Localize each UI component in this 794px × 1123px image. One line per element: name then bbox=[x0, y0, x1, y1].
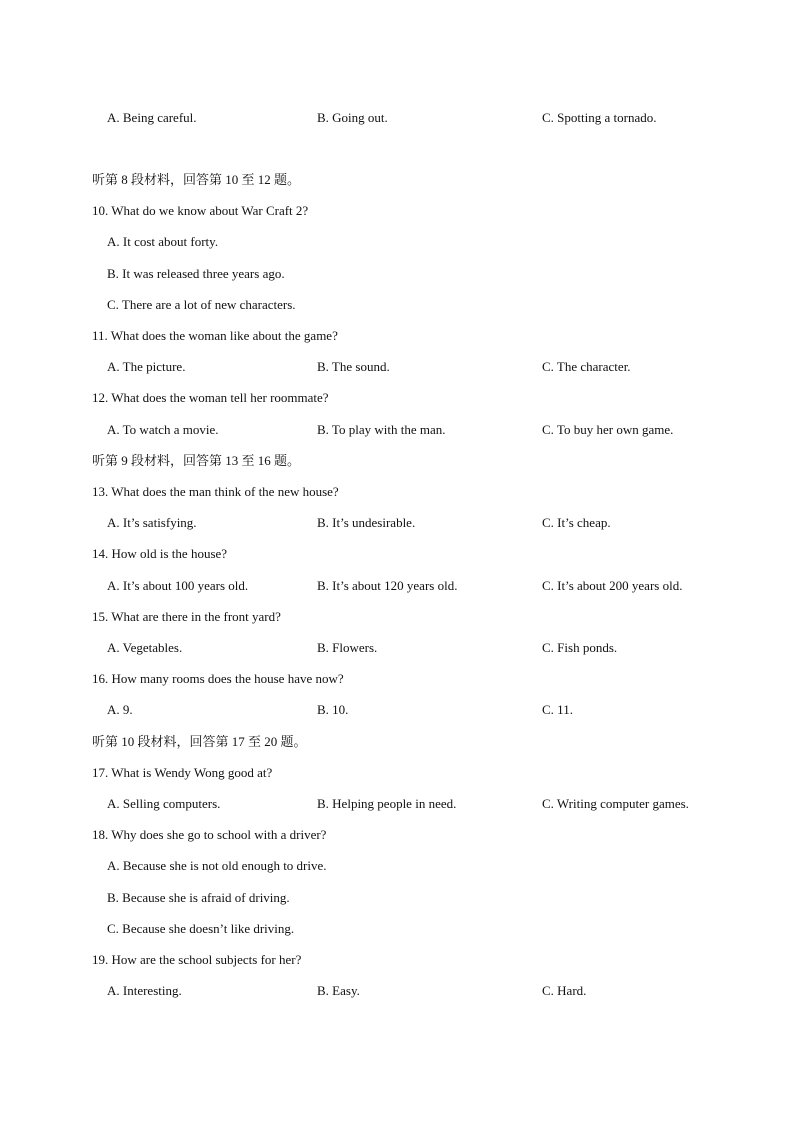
option-b: B. 10. bbox=[317, 702, 349, 717]
question-line bbox=[0, 388, 794, 408]
answer-option: C. Because she doesn’t like driving. bbox=[107, 921, 295, 936]
option-b: B. Going out. bbox=[317, 110, 388, 125]
section-instruction: 听第 8 段材料，回答第 10 至 12 题。 bbox=[92, 172, 301, 187]
question-line bbox=[0, 326, 794, 346]
question-text: 14. How old is the house? bbox=[92, 546, 228, 561]
question-line bbox=[0, 950, 794, 970]
question-line bbox=[0, 763, 794, 783]
option-a: A. It’s satisfying. bbox=[107, 515, 197, 530]
option-a: A. Selling computers. bbox=[107, 796, 221, 811]
option-a: A. 9. bbox=[107, 702, 133, 717]
answer-options-row bbox=[0, 420, 794, 440]
question-text: 11. What does the woman like about the game? bbox=[92, 328, 338, 343]
answer-options-row bbox=[0, 513, 794, 533]
answer-options-row bbox=[0, 794, 794, 814]
answer-option: C. There are a lot of new characters. bbox=[107, 297, 296, 312]
question-line bbox=[0, 201, 794, 221]
option-b: B. The sound. bbox=[317, 359, 390, 374]
question-text: 17. What is Wendy Wong good at? bbox=[92, 765, 273, 780]
option-c: C. The character. bbox=[542, 359, 631, 374]
question-text: 18. Why does she go to school with a driver? bbox=[92, 827, 327, 842]
option-c: C. It’s cheap. bbox=[542, 515, 611, 530]
section-instruction: 听第 10 段材料，回答第 17 至 20 题。 bbox=[92, 734, 307, 749]
section-instruction-line bbox=[0, 451, 794, 471]
option-b: B. To play with the man. bbox=[317, 422, 446, 437]
answer-option-line bbox=[0, 856, 794, 876]
option-c: C. To buy her own game. bbox=[542, 422, 674, 437]
answer-options-row bbox=[0, 638, 794, 658]
answer-options-row bbox=[0, 981, 794, 1001]
option-b: B. Easy. bbox=[317, 983, 360, 998]
answer-option: A. It cost about forty. bbox=[107, 234, 219, 249]
option-c: C. 11. bbox=[542, 702, 573, 717]
option-a: A. Interesting. bbox=[107, 983, 182, 998]
answer-options-row bbox=[0, 576, 794, 596]
option-a: A. Being careful. bbox=[107, 110, 197, 125]
answer-option-line bbox=[0, 232, 794, 252]
option-c: C. Spotting a tornado. bbox=[542, 110, 657, 125]
answer-option-line bbox=[0, 264, 794, 284]
question-line bbox=[0, 669, 794, 689]
question-text: 19. How are the school subjects for her? bbox=[92, 952, 302, 967]
answer-option-line bbox=[0, 295, 794, 315]
section-instruction-line bbox=[0, 732, 794, 752]
section-instruction: 听第 9 段材料，回答第 13 至 16 题。 bbox=[92, 453, 301, 468]
question-line bbox=[0, 607, 794, 627]
option-b: B. It’s undesirable. bbox=[317, 515, 416, 530]
answer-options-row bbox=[0, 700, 794, 720]
answer-option-line bbox=[0, 888, 794, 908]
option-b: B. Helping people in need. bbox=[317, 796, 457, 811]
question-line bbox=[0, 825, 794, 845]
question-text: 16. How many rooms does the house have now? bbox=[92, 671, 344, 686]
option-c: C. It’s about 200 years old. bbox=[542, 578, 683, 593]
question-text: 12. What does the woman tell her roommate? bbox=[92, 390, 329, 405]
option-a: A. The picture. bbox=[107, 359, 186, 374]
option-c: C. Fish ponds. bbox=[542, 640, 618, 655]
option-b: B. It’s about 120 years old. bbox=[317, 578, 458, 593]
question-text: 15. What are there in the front yard? bbox=[92, 609, 281, 624]
option-a: A. To watch a movie. bbox=[107, 422, 219, 437]
option-c: C. Hard. bbox=[542, 983, 587, 998]
question-line bbox=[0, 482, 794, 502]
answer-options-row bbox=[0, 108, 794, 128]
answer-options-row bbox=[0, 357, 794, 377]
section-instruction-line bbox=[0, 170, 794, 190]
answer-option: B. It was released three years ago. bbox=[107, 266, 285, 281]
question-line bbox=[0, 544, 794, 564]
option-b: B. Flowers. bbox=[317, 640, 378, 655]
question-text: 13. What does the man think of the new house? bbox=[92, 484, 339, 499]
answer-option: A. Because she is not old enough to drive. bbox=[107, 858, 327, 873]
option-a: A. Vegetables. bbox=[107, 640, 183, 655]
option-a: A. It’s about 100 years old. bbox=[107, 578, 249, 593]
option-c: C. Writing computer games. bbox=[542, 796, 689, 811]
answer-option-line bbox=[0, 919, 794, 939]
question-text: 10. What do we know about War Craft 2? bbox=[92, 203, 309, 218]
answer-option: B. Because she is afraid of driving. bbox=[107, 890, 290, 905]
